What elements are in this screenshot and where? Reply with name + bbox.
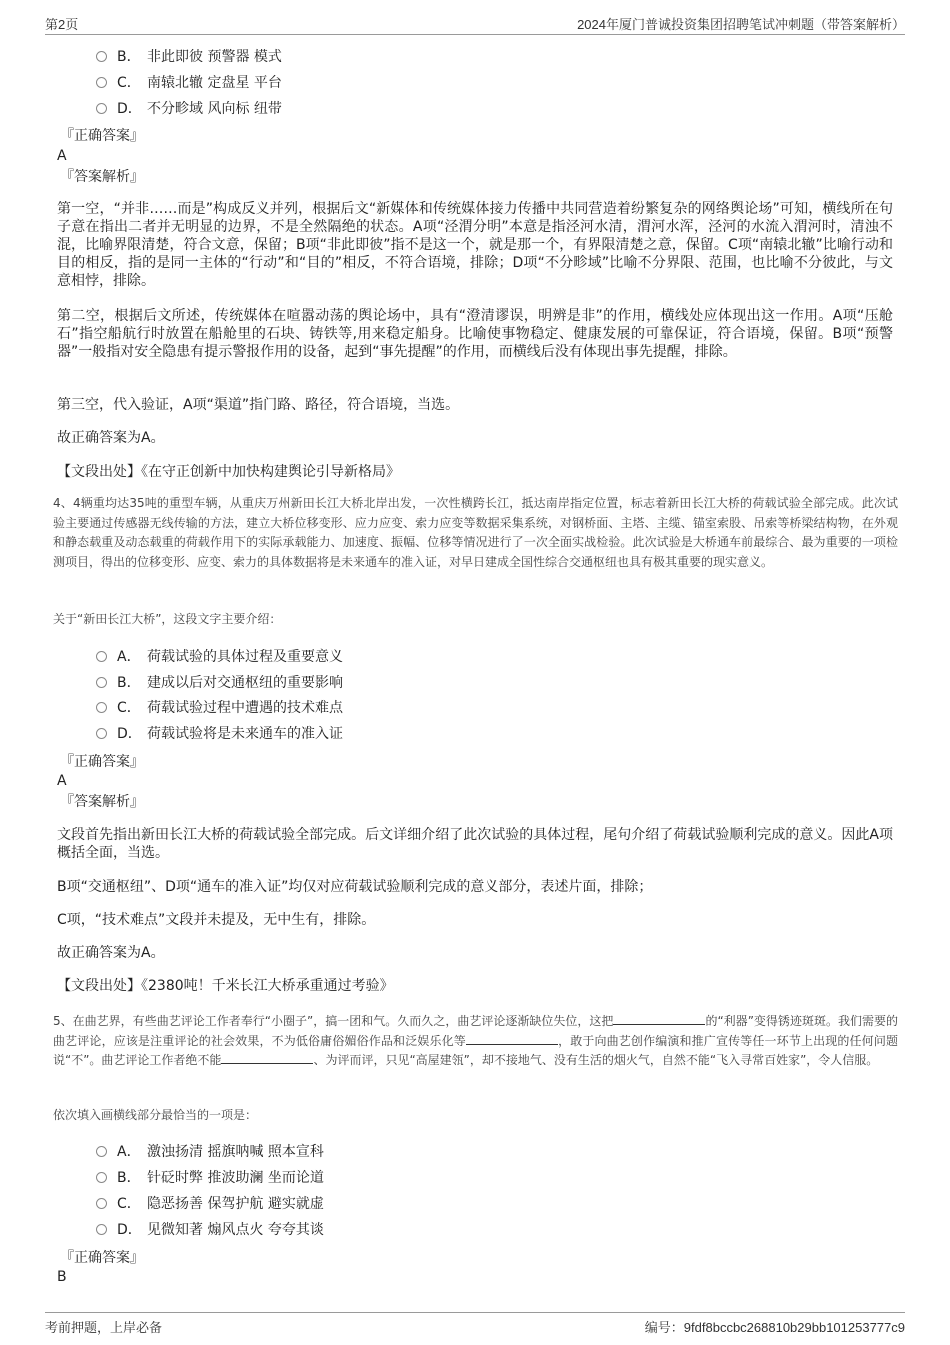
q4-answer-label: 『正确答案』 [60,754,144,770]
radio-icon[interactable] [96,77,107,88]
q4-analysis-p3: C项，“技术难点”文段并未提及，无中生有，排除。 [57,912,376,928]
radio-icon[interactable] [96,1224,107,1235]
radio-icon[interactable] [96,1146,107,1157]
fill-blank-3 [221,1051,313,1064]
q4-conclusion: 故正确答案为A。 [57,945,165,961]
radio-icon[interactable] [96,1172,107,1183]
fill-blank-1 [613,1012,705,1025]
q4-option-b[interactable]: B． 建成以后对交通枢纽的重要影响 [96,672,343,694]
q3-answer-label: 『正确答案』 [60,128,144,144]
radio-icon[interactable] [96,728,107,739]
q5-prompt: 依次填入画横线部分最恰当的一项是： [53,1108,258,1122]
q3-conclusion: 故正确答案为A。 [57,430,165,446]
q4-analysis-p1: 文段首先指出新田长江大桥的荷载试验全部完成。后文详细介绍了此次试验的具体过程，尾句介绍了荷载试验顺利完成的意义。因此A项概括全面，当选。 [57,827,893,861]
radio-icon[interactable] [96,51,107,62]
page-header [45,14,905,35]
q4-question-text: 4、4辆重均达35吨的重型车辆，从重庆万州新田长江大桥北岸出发，一次性横跨长江，抵达南岸指定位置，标志着新田长江大桥的荷载试验全部完成。此次试验主要通过传感器无线传输的方法，建立大桥位移变形、应力应变、索力应变等数据采集系统，对钢桥面、主塔、主缆、锚室索股、吊索等桥梁结构物，在外观和静态载重及动态载重的荷载作用下的实际承载能力、加速度、振幅、位移等情况进行了一次全面实战检验。此次试验是大桥通车前最综合、最为重要的一项检测项目，得出的位移变形、应变、索力的具体数据将是未来通车的准入证，对早日建成全国性综合交通枢纽也具有极其重要的现实意义。 [53,496,898,569]
q3-option-c[interactable]: C． 南辕北辙 定盘星 平台 [96,72,282,94]
q5-question-text: 5、在曲艺界，有些曲艺评论工作者奉行“小圈子”，搞一团和气。久而久之，曲艺评论逐渐缺位失位，这把 的“利器”变得锈迹斑斑。我们需要的曲艺评论，应该是注重评论的社会效果，不为低俗庸俗媚俗作品和泛娱乐化等 ，敢于向曲艺创作编演和推广宣传等任一环节上出现的任何问题说“不”。曲艺评论工作者绝不能 、为评而评，只见“高屋建瓴”，却不接地气、没有生活的烟火气，自然不能“飞入寻常百姓家”，令人信服。 [53,1014,898,1067]
q5-answer-label: 『正确答案』 [60,1250,144,1266]
q5-option-a[interactable]: A． 激浊扬清 摇旗呐喊 照本宣科 [96,1141,324,1163]
q4-analysis-p2: B项“交通枢纽”、D项“通车的准入证”均仅对应荷载试验顺利完成的意义部分，表述片面，排除； [57,879,653,895]
q4-analysis-label: 『答案解析』 [60,794,144,810]
q4-option-c[interactable]: C． 荷载试验过程中遭遇的技术难点 [96,697,343,719]
radio-icon[interactable] [96,677,107,688]
q5-option-b[interactable]: B． 针砭时弊 推波助澜 坐而论道 [96,1167,324,1189]
document-title: 2024年厦门普诚投资集团招聘笔试冲刺题（带答案解析） [577,17,905,32]
q4-option-d[interactable]: D． 荷载试验将是未来通车的准入证 [96,723,343,745]
q4-prompt: 关于“新田长江大桥”，这段文字主要介绍： [53,612,282,626]
document-code: 编号：9fdf8bccbc268810b29bb101253777c9 [644,1320,905,1335]
q5-option-d[interactable]: D． 见微知著 煽风点火 夸夸其谈 [96,1219,324,1241]
q3-answer: A [57,148,67,164]
q5-option-c[interactable]: C． 隐恶扬善 保驾护航 避实就虚 [96,1193,324,1215]
q3-analysis-p3: 第三空，代入验证，A项“渠道”指门路、路径，符合语境，当选。 [57,397,460,413]
radio-icon[interactable] [96,702,107,713]
q3-analysis-p1: 第一空，“并非……而是”构成反义并列，根据后文“新媒体和传统媒体接力传播中共同营造着纷繁复杂的网络舆论场”可知，横线所在句子意在指出二者并无明显的边界，不是全然隔绝的状态。A项“泾渭分明”本意是指泾河水清，渭河水浑，泾河的水流入渭河时，清浊不混，比喻界限清楚，符合文意，保留；B项“非此即彼”指不是这一个，就是那一个，有界限清楚之意，保留。C项“南辕北辙”比喻行动和目的相反，指的是同一主体的“行动”和“目的”相反，不符合语境，排除；D项“不分畛域”比喻不分界限、范围，也比喻不分彼此，与文意相悖，排除。 [57,201,893,289]
q3-option-d[interactable]: D． 不分畛域 风向标 纽带 [96,98,282,120]
q4-source: 【文段出处】《2380吨！千米长江大桥承重通过考验》 [57,978,394,994]
page-number: 第2页 [45,17,79,32]
fill-blank-2 [466,1032,558,1045]
radio-icon[interactable] [96,1198,107,1209]
radio-icon[interactable] [96,651,107,662]
q3-option-b[interactable]: B． 非此即彼 预警器 模式 [96,46,282,68]
page-footer [45,1312,905,1335]
q3-analysis-label: 『答案解析』 [60,169,144,185]
q3-source: 【文段出处】《在守正创新中加快构建舆论引导新格局》 [57,464,400,480]
q5-answer: B [57,1269,67,1285]
q3-analysis-p2: 第二空，根据后文所述，传统媒体在喧嚣动荡的舆论场中，具有“澄清谬误，明辨是非”的作用，横线处应体现出这一作用。A项“压舱石”指空船航行时放置在船舱里的石块、铸铁等,用来稳定船身。比喻使事物稳定、健康发展的可靠保证，符合语境，保留。B项“预警器”一般指对安全隐患有提示警报作用的设备，起到“事先提醒”的作用，而横线后没有体现出事先提醒，排除。 [57,308,893,360]
footer-motto: 考前押题，上岸必备 [45,1320,163,1335]
q4-answer: A [57,773,67,789]
radio-icon[interactable] [96,103,107,114]
q4-option-a[interactable]: A． 荷载试验的具体过程及重要意义 [96,646,343,668]
